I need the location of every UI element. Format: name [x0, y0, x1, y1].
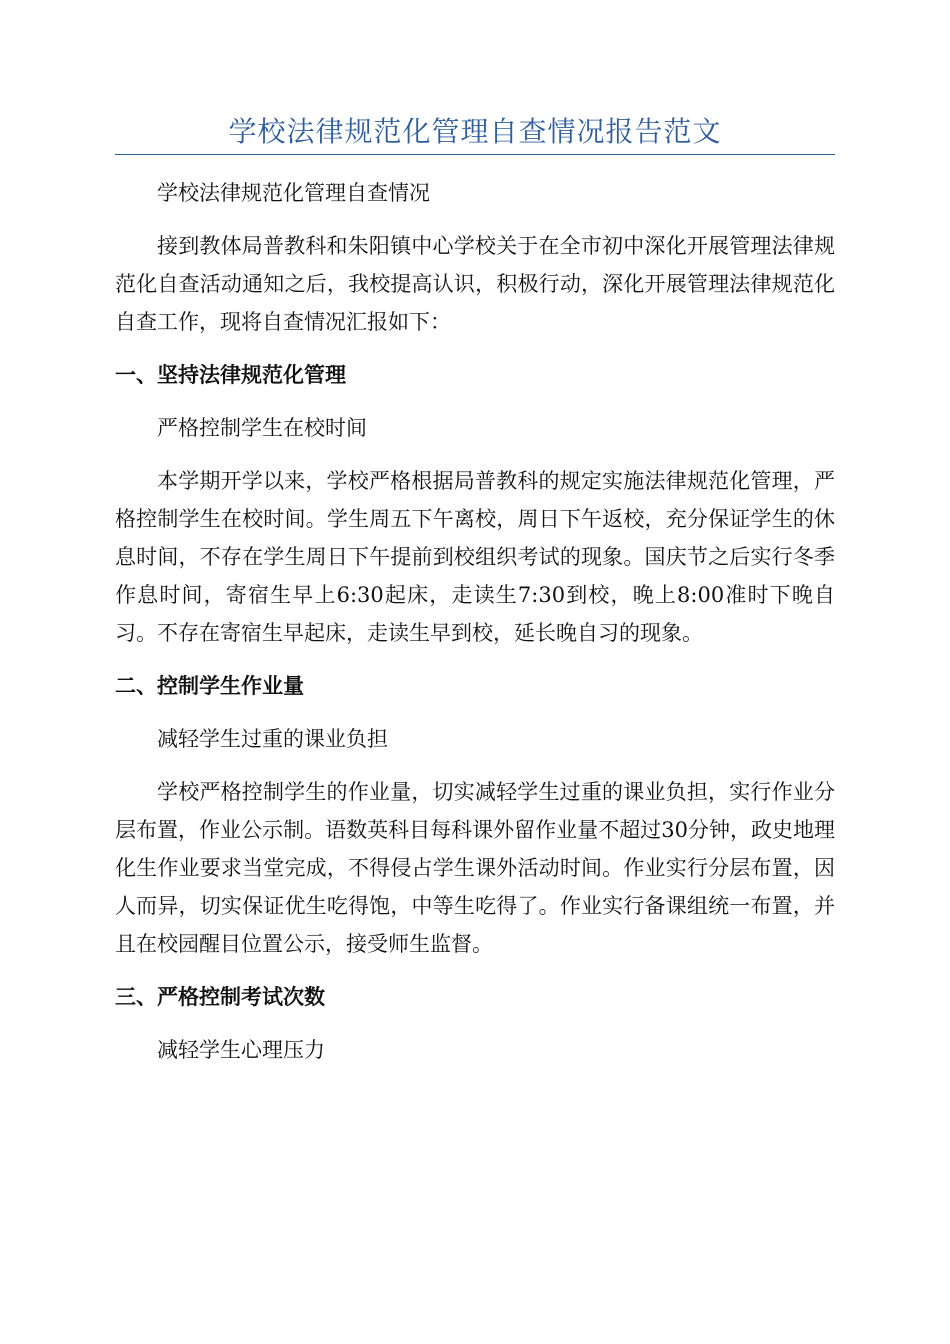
section-paragraph-1: 本学期开学以来，学校严格根据局普教科的规定实施法律规范化管理，严格控制学生在校时间。学生周五下午离校，周日下午返校，充分保证学生的休息时间，不存在学生周日下午提前到校组织考试的现象。国庆节之后实行冬季作息时间，寄宿生早上6:30起床，走读生7:30到校，晚上8:00准时下晚自习。不存在寄宿生早起床，走读生早到校，延长晚自习的现象。 — [115, 469, 835, 645]
section-heading-2: 二、控制学生作业量 — [115, 674, 304, 698]
section-subheading-3: 减轻学生心理压力 — [157, 1038, 325, 1062]
section-subheading-2: 减轻学生过重的课业负担 — [157, 727, 388, 751]
section-subheading-1: 严格控制学生在校时间 — [157, 416, 367, 440]
document-title: 学校法律规范化管理自查情况报告范文 — [228, 115, 722, 148]
document-subtitle: 学校法律规范化管理自查情况 — [157, 181, 430, 205]
document-body — [115, 174, 835, 1084]
section-heading-1: 一、坚持法律规范化管理 — [115, 363, 346, 387]
intro-paragraph: 接到教体局普教科和朱阳镇中心学校关于在全市初中深化开展管理法律规范化自查活动通知之后，我校提高认识，积极行动，深化开展管理法律规范化自查工作，现将自查情况汇报如下： — [115, 234, 835, 334]
section-heading-3: 三、严格控制考试次数 — [115, 985, 325, 1009]
section-paragraph-2: 学校严格控制学生的作业量，切实减轻学生过重的课业负担，实行作业分层布置，作业公示制。语数英科目每科课外留作业量不超过30分钟，政史地理化生作业要求当堂完成，不得侵占学生课外活动时间。作业实行分层布置，因人而异，切实保证优生吃得饱，中等生吃得了。作业实行备课组统一布置，并且在校园醒目位置公示，接受师生监督。 — [115, 780, 835, 956]
title-underline — [115, 154, 835, 155]
